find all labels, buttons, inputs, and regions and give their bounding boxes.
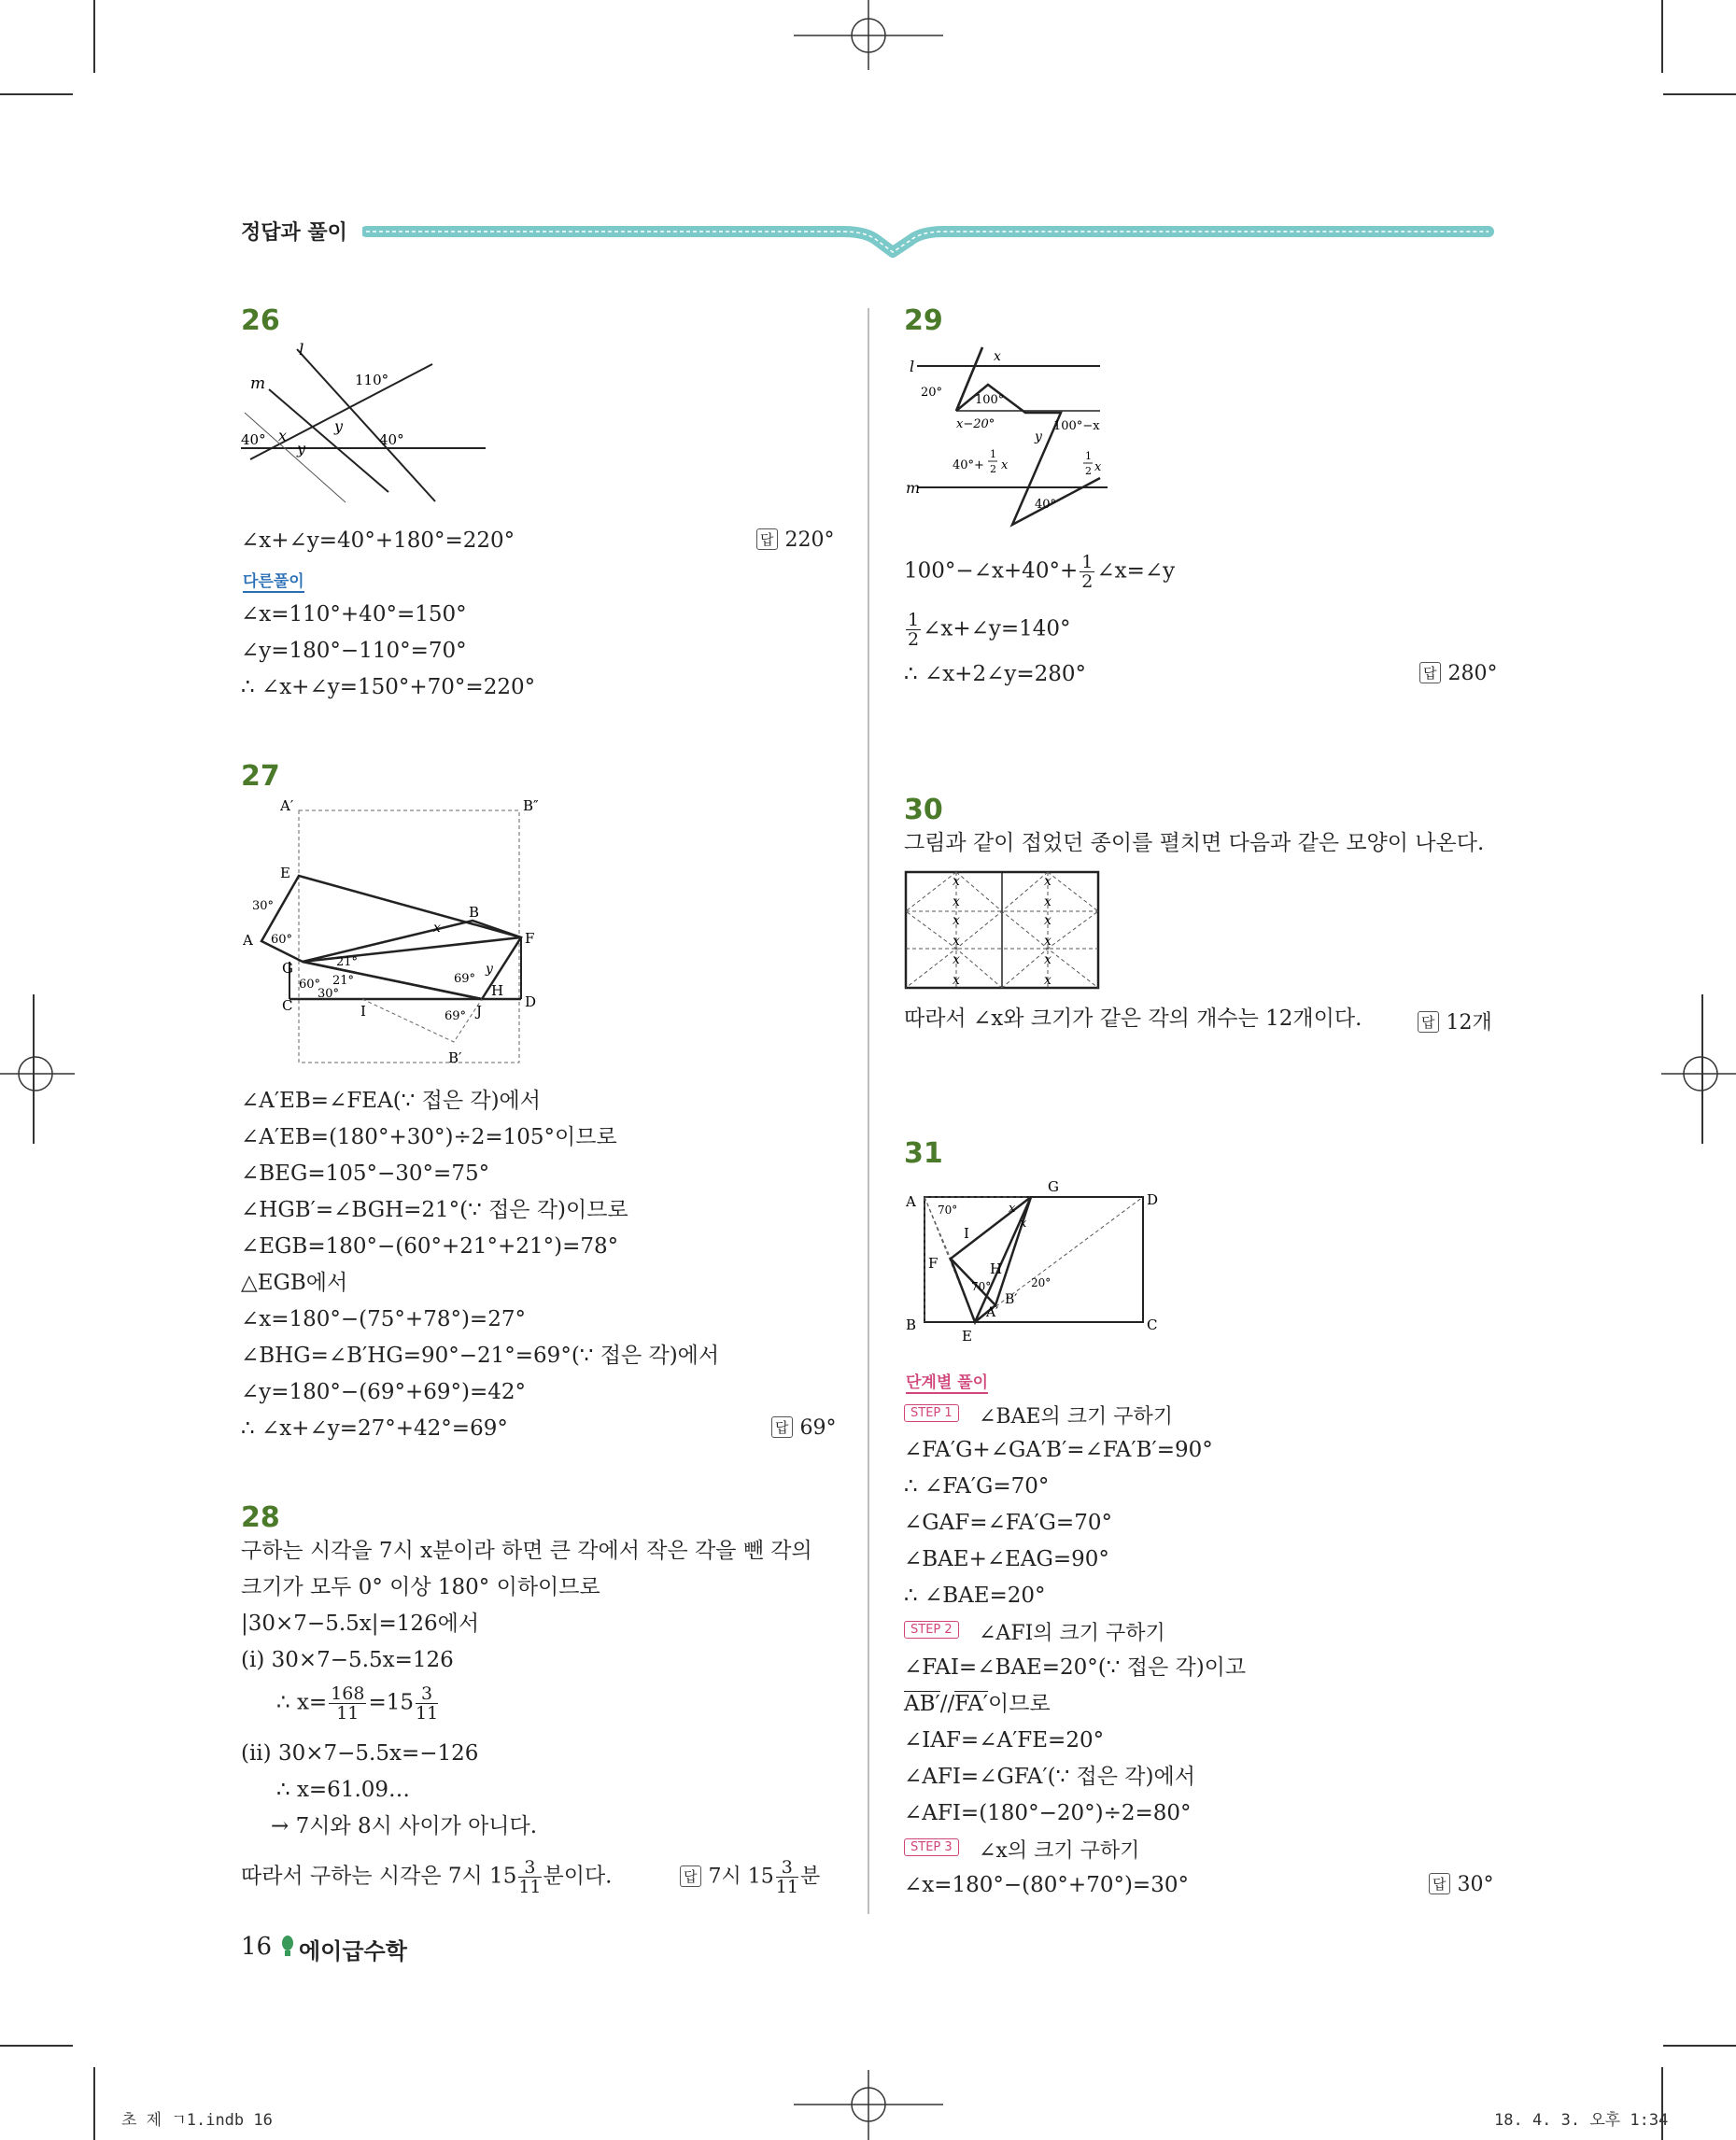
q31-line: ∠BAE+∠EAG=90° <box>904 1547 1109 1571</box>
label-60: 60° <box>271 933 293 947</box>
label-E: E <box>962 1328 972 1345</box>
label-20: 20° <box>1031 1276 1051 1289</box>
text: ∠x+∠y=140° <box>923 616 1071 641</box>
fraction <box>329 1684 366 1723</box>
q26-figure <box>241 338 493 515</box>
q30-figure <box>904 870 1104 992</box>
step-title: ∠AFI의 크기 구하기 <box>979 1622 1165 1645</box>
segment: FA′ <box>954 1692 989 1716</box>
text: 분 <box>799 1865 821 1889</box>
label-y: y <box>486 962 493 977</box>
angle-x: x <box>1044 894 1051 909</box>
q31-line <box>904 1690 1051 1718</box>
label-B2: B″ <box>523 797 539 814</box>
q28-p2: 크기가 모두 0° 이상 180° 이하이므로 <box>241 1575 600 1599</box>
q27-figure <box>241 794 549 1074</box>
step-badge: STEP 2 <box>904 1621 959 1639</box>
q28-c2: (ⅱ) 30×7−5.5x=−126 <box>241 1741 479 1766</box>
text: 7시 15 <box>708 1865 774 1889</box>
q28-c2b: → 7시와 8시 사이가 아니다. <box>271 1814 538 1838</box>
answer-value: 280° <box>1447 662 1498 685</box>
q27-line: ∠BEG=105°−30°=75° <box>241 1162 490 1186</box>
q31-line: ∠x=180°−(80°+70°)=30° <box>904 1873 1189 1897</box>
alt-solution-label: 다른풀이 <box>243 568 304 593</box>
denominator: 11 <box>775 1877 798 1897</box>
text: ∴ x= <box>276 1690 328 1715</box>
fraction <box>416 1684 438 1723</box>
angle-x: x <box>953 874 960 889</box>
q30-answer <box>1418 1007 1492 1035</box>
angle-x: x <box>1044 952 1051 967</box>
label-100mx: 100°−x <box>1053 419 1100 433</box>
fraction <box>906 611 921 649</box>
q31-line: ∠IAF=∠A′FE=20° <box>904 1728 1105 1753</box>
numerator: 1 <box>908 610 920 630</box>
question-number: 29 <box>904 304 943 337</box>
label-I: I <box>964 1225 969 1242</box>
label-40a: 40° <box>241 431 266 448</box>
question-number: 26 <box>241 304 280 337</box>
answer-tag: 답 <box>1419 662 1441 683</box>
q28-conclusion <box>241 1858 612 1896</box>
label-21a: 21° <box>336 955 359 969</box>
answer-value: 12개 <box>1446 1011 1492 1035</box>
crop-mark <box>1663 2045 1736 2047</box>
crop-mark <box>0 2045 73 2047</box>
numerator: 3 <box>518 1858 541 1878</box>
question-number: 30 <box>904 794 943 826</box>
label-y1: y <box>334 417 344 435</box>
label-x2: x <box>1020 1217 1027 1231</box>
label-m: m <box>250 374 266 393</box>
crop-mark <box>93 0 95 73</box>
label-69a: 69° <box>454 972 476 986</box>
stepwise-solution-label: 단계별 풀이 <box>906 1369 988 1394</box>
registration-mark <box>0 1036 75 1111</box>
denominator: 11 <box>336 1703 360 1724</box>
q28-c2a: ∴ x=61.09… <box>276 1778 411 1802</box>
angle-x: x <box>953 913 960 928</box>
label-A1: A′ <box>986 1305 999 1320</box>
crop-mark <box>93 2067 95 2140</box>
q26-alt1: ∠x=110°+40°=150° <box>241 602 467 627</box>
registration-mark <box>1661 1036 1736 1111</box>
q30-p1: 그림과 같이 접었던 종이를 펼치면 다음과 같은 모양이 나온다. <box>904 831 1485 855</box>
q30-conclusion: 따라서 ∠x와 크기가 같은 각의 개수는 12개이다. <box>904 1007 1362 1031</box>
angle-x: x <box>1044 934 1051 949</box>
crop-mark <box>1661 0 1663 73</box>
answer-value: 69° <box>799 1416 837 1440</box>
label-l: l <box>299 341 304 359</box>
q26-alt2: ∠y=180°−110°=70° <box>241 639 467 663</box>
fraction <box>776 1858 798 1896</box>
label-H: H <box>990 1260 1003 1277</box>
label-h2n: 1 <box>1085 450 1092 462</box>
header-band <box>362 213 1494 260</box>
label-h1d: 2 <box>990 463 996 475</box>
text: 100°−∠x+40°+ <box>904 558 1079 584</box>
label-60b: 60° <box>299 978 321 992</box>
answer-tag: 답 <box>680 1865 701 1887</box>
q27-line: ∴ ∠x+∠y=27°+42°=69° <box>241 1416 508 1441</box>
label-40b: 40° <box>379 431 404 448</box>
q29-line2 <box>904 611 1071 649</box>
label-x1: x <box>1009 1202 1016 1216</box>
q27-line: ∠HGB′=∠BGH=21°(∵ 접은 각)이므로 <box>241 1198 628 1222</box>
label-D: D <box>525 993 537 1010</box>
label-x: x <box>994 349 1001 364</box>
denominator: 11 <box>518 1877 542 1897</box>
label-69b: 69° <box>445 1009 467 1023</box>
q26-answer <box>756 528 835 552</box>
step-badge: STEP 1 <box>904 1404 959 1422</box>
label-B1: B′ <box>448 1049 462 1066</box>
label-x: x <box>433 921 441 936</box>
label-B: B <box>906 1316 917 1333</box>
label-xm20: x−20° <box>956 417 995 431</box>
q31-line: ∠AFI=∠GFA′(∵ 접은 각)에서 <box>904 1765 1195 1789</box>
step-title: ∠x의 크기 구하기 <box>979 1839 1140 1863</box>
angle-x: x <box>953 894 960 909</box>
q27-line: ∠y=180°−(69°+69°)=42° <box>241 1380 526 1404</box>
answer-tag: 답 <box>771 1416 793 1438</box>
label-l: l <box>910 358 915 375</box>
text: =15 <box>368 1690 414 1715</box>
q26-alt3: ∴ ∠x+∠y=150°+70°=220° <box>241 675 536 699</box>
label-110: 110° <box>355 372 389 388</box>
label-h1n: 1 <box>990 448 996 460</box>
denominator: 2 <box>908 629 920 650</box>
denominator: 2 <box>1081 571 1094 592</box>
label-70b: 70° <box>971 1280 992 1293</box>
label-I: I <box>360 1003 366 1020</box>
label-E: E <box>280 865 290 881</box>
label-C: C <box>282 997 293 1014</box>
label-21b: 21° <box>332 974 355 988</box>
q31-line: ∠AFI=(180°−20°)÷2=80° <box>904 1801 1192 1825</box>
q31-line: ∴ ∠FA′G=70° <box>904 1474 1050 1499</box>
q31-figure <box>904 1173 1165 1350</box>
answer-tag: 답 <box>1429 1873 1450 1894</box>
q28-c1: (ⅰ) 30×7−5.5x=126 <box>241 1648 454 1672</box>
answer-value: 220° <box>784 528 835 552</box>
q28-p1: 구하는 시각을 7시 x분이라 하면 큰 각에서 작은 각을 뺀 각의 <box>241 1539 812 1563</box>
q31-line: ∠FA′G+∠GA′B′=∠FA′B′=90° <box>904 1438 1213 1462</box>
q29-answer <box>1419 662 1498 685</box>
step-badge: STEP 3 <box>904 1838 959 1856</box>
angle-x: x <box>953 952 960 967</box>
q27-line: ∠A′EB=∠FEA(∵ 접은 각)에서 <box>241 1089 541 1113</box>
numerator: 168 <box>331 1683 365 1704</box>
label-C: C <box>1147 1316 1158 1333</box>
angle-x: x <box>1044 913 1051 928</box>
label-A: A <box>906 1193 916 1210</box>
q31-answer <box>1429 1873 1494 1896</box>
page-number: 16 <box>241 1933 273 1961</box>
registration-mark <box>794 0 943 75</box>
q29-figure <box>904 338 1128 534</box>
numerator: 1 <box>1081 552 1094 572</box>
label-30b: 30° <box>318 987 340 1001</box>
text: 따라서 구하는 시각은 7시 15 <box>241 1864 517 1889</box>
answer-tag: 답 <box>756 528 778 550</box>
label-H: H <box>491 982 504 999</box>
column-divider <box>868 308 869 1914</box>
label-B1: B′ <box>1005 1292 1018 1307</box>
label-40: 40° <box>1035 498 1057 512</box>
q27-line: ∠BHG=∠B′HG=90°−21°=69°(∵ 접은 각)에서 <box>241 1344 720 1368</box>
page-title: 정답과 풀이 <box>241 221 347 245</box>
crop-mark <box>1663 93 1736 95</box>
q28-p3: |30×7−5.5x|=126에서 <box>241 1612 480 1636</box>
registration-mark <box>794 2065 943 2140</box>
label-G: G <box>282 960 293 977</box>
denominator: 11 <box>416 1703 439 1724</box>
text: ∠x=∠y <box>1096 558 1176 584</box>
segment: AB′ <box>904 1692 940 1716</box>
answer-value: 30° <box>1457 1873 1494 1896</box>
label-y: y <box>1035 429 1042 444</box>
label-G: G <box>1048 1178 1059 1195</box>
q29-line1 <box>904 553 1175 591</box>
q31-line: ∴ ∠BAE=20° <box>904 1584 1046 1608</box>
label-F: F <box>928 1255 939 1272</box>
q28-c1a <box>276 1684 440 1723</box>
label-40h: 40°+ <box>953 458 984 472</box>
angle-x: x <box>953 934 960 949</box>
label-A1: A′ <box>280 797 294 814</box>
parallel-sign: // <box>939 1692 955 1716</box>
crop-mark <box>0 93 73 95</box>
label-x: x <box>278 427 288 444</box>
q31-line: ∠FAI=∠BAE=20°(∵ 접은 각)이고 <box>904 1655 1247 1680</box>
step-title: ∠BAE의 크기 구하기 <box>979 1405 1174 1429</box>
label-y2: y <box>297 440 306 458</box>
text: 이므로 <box>988 1692 1051 1716</box>
q29-line3: ∴ ∠x+2∠y=280° <box>904 662 1087 686</box>
print-slug-right: 18. 4. 3. 오후 1:34 <box>1494 2111 1669 2130</box>
label-D: D <box>1147 1191 1159 1208</box>
q26-line1: ∠x+∠y=40°+180°=220° <box>241 528 515 553</box>
label-20: 20° <box>921 386 943 400</box>
question-number: 28 <box>241 1501 280 1534</box>
fraction <box>1080 553 1094 591</box>
label-F: F <box>525 930 535 947</box>
label-100: 100° <box>975 393 1005 407</box>
label-70: 70° <box>938 1204 958 1217</box>
q27-answer <box>771 1416 837 1440</box>
label-A: A <box>243 932 253 949</box>
question-number: 27 <box>241 760 280 793</box>
label-h2d: 2 <box>1085 465 1092 477</box>
label-h2x: x <box>1094 460 1102 474</box>
angle-x: x <box>1044 874 1051 889</box>
angle-x: x <box>1044 973 1051 988</box>
print-slug-left: 초 제 ㄱ1.indb 16 <box>121 2111 273 2130</box>
q31-line: ∠GAF=∠FA′G=70° <box>904 1511 1112 1535</box>
label-J: J <box>476 1003 483 1020</box>
numerator: 3 <box>776 1858 798 1878</box>
label-m: m <box>906 479 921 497</box>
q27-line: ∠EGB=180°−(60°+21°+21°)=78° <box>241 1234 619 1259</box>
answer-tag: 답 <box>1418 1011 1439 1033</box>
label-30: 30° <box>252 899 275 913</box>
bulb-icon <box>280 1935 295 1961</box>
q27-line: ∠x=180°−(75°+78°)=27° <box>241 1307 526 1331</box>
brand-name: 에이급수학 <box>299 1938 407 1964</box>
q27-line: △EGB에서 <box>241 1271 348 1295</box>
label-hx: x <box>1001 458 1009 472</box>
fraction <box>518 1858 541 1896</box>
q28-answer <box>680 1858 820 1896</box>
numerator: 3 <box>416 1684 438 1704</box>
angle-x: x <box>953 973 960 988</box>
q27-line: ∠A′EB=(180°+30°)÷2=105°이므로 <box>241 1125 617 1149</box>
label-B: B <box>469 904 480 921</box>
question-number: 31 <box>904 1137 943 1170</box>
text: 분이다. <box>543 1864 613 1889</box>
